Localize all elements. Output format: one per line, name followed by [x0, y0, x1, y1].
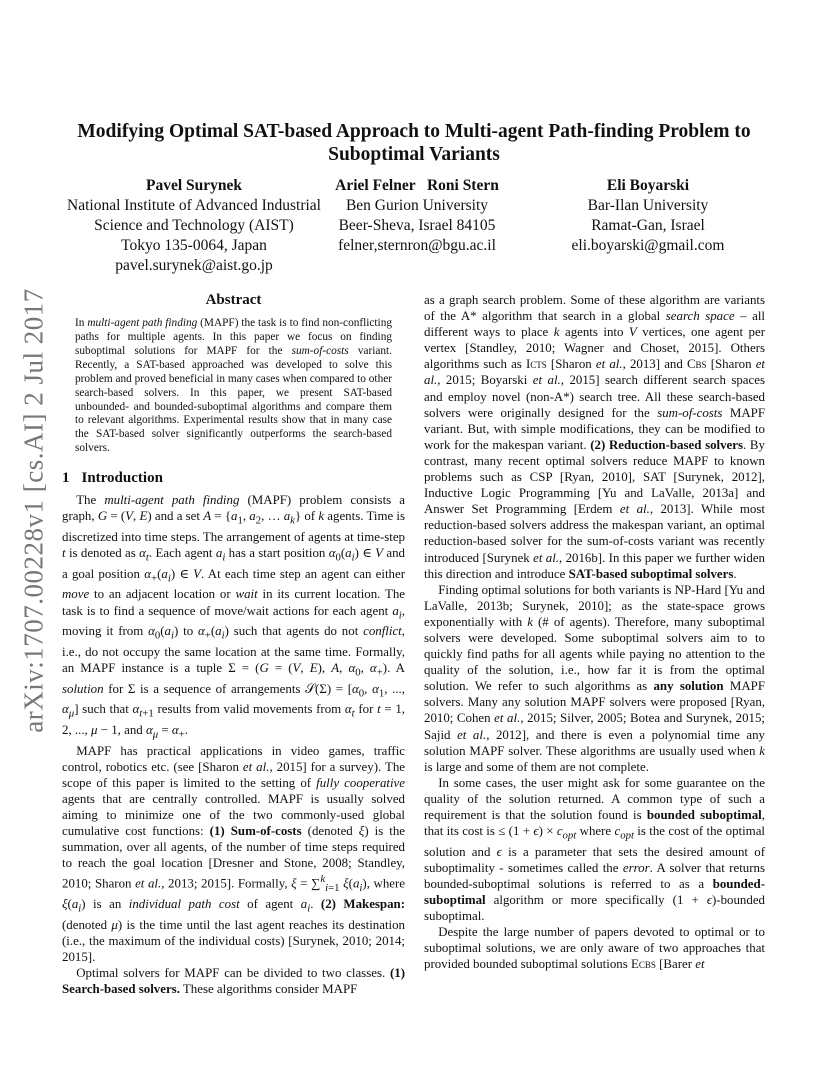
left-column — [62, 292, 405, 998]
author-felner-stern: Ariel Felner Roni Stern Ben Gurion University Beer-Sheva, Israel 84105 felner,sternron@bgu.ac.il — [335, 177, 499, 254]
paragraph: MAPF has practical applications in video games, traffic control, robotics etc. (see [Sharon et al., 2015] for a survey). The scope of this paper is limited to the setting of fully cooperative agents that are centrally controlled. MAPF is usually solved aiming to minimize one of the two commonly-used global cumulative cost functions: (1) Sum-of-costs (denoted ξ) is the summation, over all agents, of the number of time steps required to reach the goal location [Dresner and Stone, 2008; Standley, 2010; Sharon et al., 2013; 2015]. Formally, ξ = ∑$^k_{i=1}$ $\xi(a_i)$, where $\xi(a_i)$ is an individual path cost of agent $a_i$. (2) Makespan: (denoted μ) is the time until the last agent reaches its destination (i.e., the maximum of the individual costs) [Surynek, 2010; 2014; 2015]. — [62, 743, 406, 965]
paragraph: Optimal solvers for MAPF can be divided to two classes. (1) Search-based solvers. These algorithms consider MAPF — [62, 966, 405, 997]
paragraph: Despite the large number of papers devoted to optimal or to suboptimal solutions, we are only aware of two approaches that provided bounded suboptimal solutions Ecbs [Barer et — [424, 925, 765, 972]
abstract-body — [75, 317, 392, 456]
abstract-heading: Abstract — [205, 292, 262, 308]
author-block — [0, 176, 828, 276]
abstract-text: In multi-agent path finding (MAPF) the task is to find non-conflicting paths for multiple agents. In this paper we focus on finding suboptimal solutions for MAPF for the sum-of-costs variant. Recently, a SAT-based approached was developed to solve this problem and proved beneficial in many cases when compared to other search-based solvers. In this paper, we present SAT-based unbounded- and bounded-suboptimal algorithms and compare them to relevant algorithms. Experimental results show that in many case the SAT-based solver significantly outperforms the search-based solvers. — [75, 317, 393, 455]
paragraph: The multi-agent path finding (MAPF) problem consists a graph, G = (V, E) and a set $A = \{a_1$, $a_2$, … $a_k$} of k agents. Time is discretized into time steps. The arrangement of agents at time-step t is denoted as $\alpha_t$. Each agent $a_i$ has a start position $\alpha_0(a_i)$ ∈ V and a goal position $\alpha_+(a_i)$ ∈ V. At each time step an agent can either move to an adjacent location or wait in its current location. The task is to find a sequence of move/wait actions for each agent $a_i$, moving it from $\alpha_0(a_i)$ to $\alpha_+(a_i)$ such that agents do not conflict, i.e., do not occupy the same location at the same time. Formally, an MAPF instance is a tuple Σ = (G = (V, E), A, $\alpha_0$, $\alpha_+$). A solution for Σ is a sequence of arrangements 𝒮(Σ) = [$\alpha_0$, $\alpha_1$, ..., $\alpha_\mu$] such that $\alpha_{t+1}$ results from valid movements from $\alpha_t$ for t = 1, 2, ..., μ − 1, and $\alpha_\mu = \alpha_+$. — [62, 493, 406, 741]
author-boyarski: Eli Boyarski Bar-Ilan University Ramat-Gan, Israel eli.boyarski@gmail.com — [571, 177, 725, 254]
paragraph: as a graph search problem. Some of these algorithm are variants of the A* algorithm that search in a global search space – all different ways to place k agents into V vertices, one agent per vertex [Standley, 2010; Wagner and Choset, 2015]. Others algorithms such as Icts [Sharon et al., 2013] and Cbs [Sharon et al., 2015; Boyarski et al., 2015] search different search spaces and employ novel (non-A*) search tree. All these search-based solvers were originally designed for the sum-of-costs MAPF variant. But, with simple modifications, they can be modified to work for the makespan variant. (2) Reduction-based solvers. By contrast, many recent optimal solvers reduce MAPF to known problems such as CSP [Ryan, 2010], SAT [Surynek, 2012], Inductive Logic Programming [Yu and LaValle, 2013a] and Answer Set Programming [Erdem et al., 2013]. While most reduction-based solvers address the makespan variant, an optimal reduction-based solver for the sum-of-costs variant was recently introduced [Surynek et al., 2016b]. In this paper we further widen this direction and introduce SAT-based suboptimal solvers. — [424, 293, 766, 581]
section-heading: 1 Introduction — [62, 470, 163, 487]
paragraph: In some cases, the user might ask for some guarantee on the quality of the solution returned. A common type of such a requirement is that the solution found is bounded suboptimal, that its cost is ≤ $(1 + \epsilon) \times c_{opt}$ where $c_{opt}$ is the cost of the optimal solution and ϵ is a parameter that sets the desired amount of suboptimality - sometimes called the error. A solver that returns bounded-suboptimal solutions is referred to as a bounded-suboptimal algorithm or more specifically (1 + ϵ)-bounded suboptimal. — [424, 775, 766, 924]
right-column — [424, 292, 765, 973]
paragraph: Finding optimal solutions for both variants is NP-Hard [Yu and LaValle, 2013b; Surynek, 2010]; as the state-space grows exponentially with k (# of agents). Therefore, many suboptimal solvers were developed. Some suboptimal solvers aim to to quickly find paths for all agents while paying no attention to the quality of the solution, i.e., how far it is from the optimal solution. We refer to such algorithms as any solution MAPF solvers. Many any solution MAPF solvers were proposed [Ryan, 2010; Cohen et al., 2015; Silver, 2005; Botea and Surynek, 2015; Sajid et al., 2012], and there is even a polynomial time any solution MAPF solver. These algorithms are usually used when k is large and some of them are not complete. — [424, 582, 766, 774]
author-surynek: Pavel Surynek National Institute of Advanced Industrial Science and Technology (AIST) Tokyo 135-0064, Japan pavel.surynek@aist.go.jp — [67, 177, 321, 274]
paper-title: Modifying Optimal SAT-based Approach to Multi-agent Path-finding Problem to Suboptimal Variants — [77, 121, 751, 165]
arxiv-stamp: arXiv:1707.00228v1 [cs.AI] 2 Jul 2017 — [18, 287, 49, 733]
